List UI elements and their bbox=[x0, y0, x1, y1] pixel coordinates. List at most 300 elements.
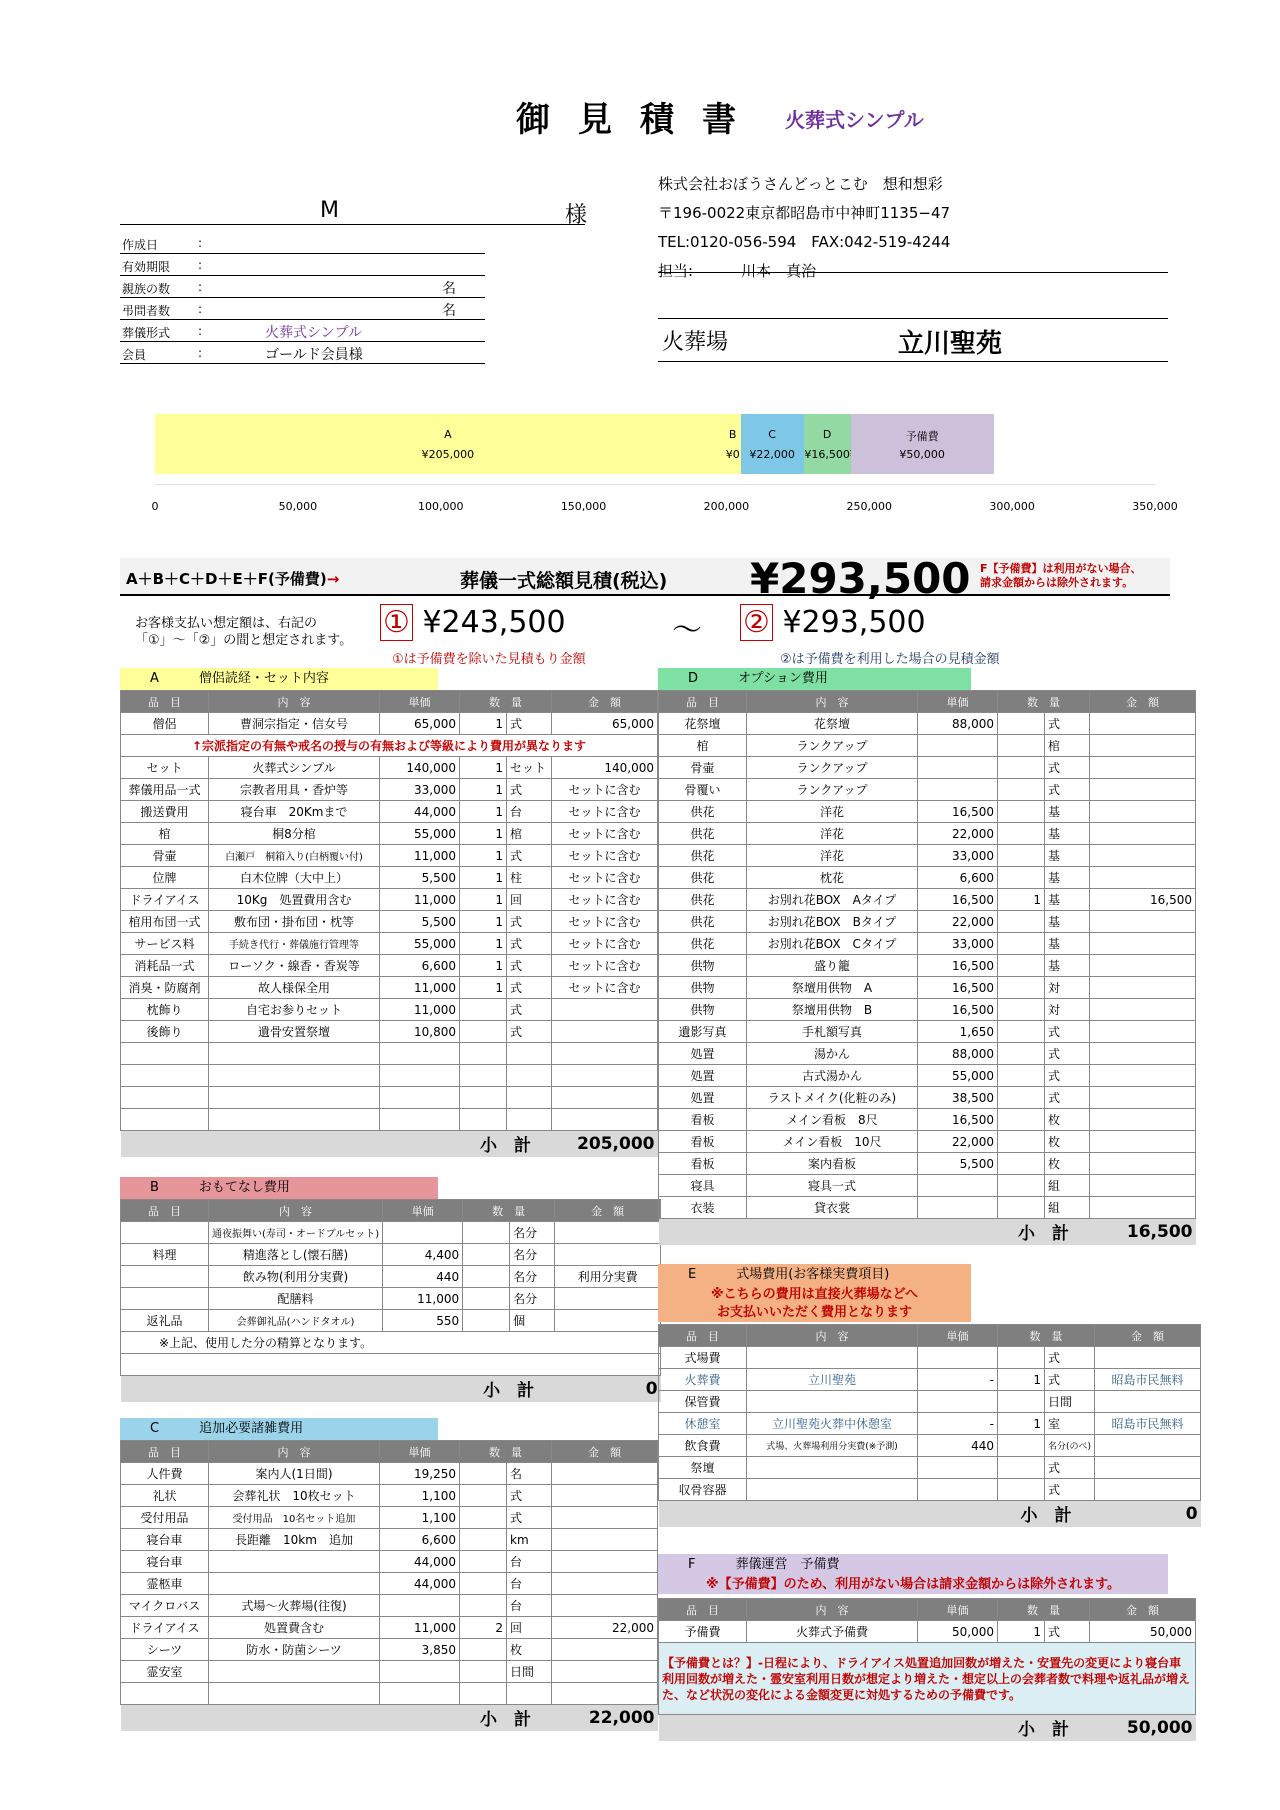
price-cell: 55,000 bbox=[380, 933, 460, 955]
chart-bar-予備費 bbox=[851, 414, 994, 474]
content-cell: 火葬式予備費 bbox=[747, 1621, 918, 1643]
price-cell: 44,000 bbox=[380, 1573, 460, 1595]
item-cell: 葬儀用品一式 bbox=[121, 779, 209, 801]
amount-cell bbox=[1090, 801, 1196, 823]
content-cell: 寝具一式 bbox=[747, 1175, 918, 1197]
content-cell: 飲み物(利用分実費) bbox=[209, 1266, 383, 1288]
company-name: 株式会社おぼうさんどっとこむ 想和想彩 bbox=[658, 175, 943, 193]
qty-cell bbox=[998, 757, 1045, 779]
table-row bbox=[121, 1661, 658, 1683]
item-cell: 供花 bbox=[659, 867, 747, 889]
unit-cell: 式 bbox=[1045, 1065, 1090, 1087]
unit-cell: 台 bbox=[507, 1595, 552, 1617]
company-address: 〒196-0022東京都昭島市中神町1135−47 bbox=[658, 204, 951, 222]
section-title: おもてなし費用 bbox=[198, 1180, 290, 1195]
price-cell: 440 bbox=[918, 1435, 998, 1457]
content-cell bbox=[747, 1479, 918, 1501]
chart-tick: 100,000 bbox=[417, 500, 464, 513]
range-v1: ¥243,500 bbox=[422, 605, 566, 640]
section-letter: A bbox=[150, 671, 159, 686]
price-cell: 550 bbox=[383, 1310, 463, 1332]
table-header bbox=[121, 1200, 661, 1222]
price-cell: 11,000 bbox=[380, 889, 460, 911]
column-header: 単価 bbox=[918, 1325, 998, 1347]
item-cell: 寝具 bbox=[659, 1175, 747, 1197]
column-header: 内 容 bbox=[209, 1441, 380, 1463]
column-header: 品 目 bbox=[121, 691, 209, 713]
content-cell: 通夜振舞い(寿司・オードブルセット) bbox=[209, 1222, 383, 1244]
item-cell: 寝台車 bbox=[121, 1551, 209, 1573]
item-cell: 花祭壇 bbox=[659, 713, 747, 735]
section-note-row bbox=[121, 1332, 661, 1354]
item-cell: 供花 bbox=[659, 845, 747, 867]
chart-tick: 150,000 bbox=[560, 500, 607, 513]
qty-cell bbox=[463, 1310, 510, 1332]
info-label: 会員 bbox=[122, 348, 147, 362]
table-row bbox=[121, 1310, 661, 1332]
qty-cell bbox=[460, 1043, 507, 1065]
chart-tick: 50,000 bbox=[278, 500, 318, 513]
item-cell: 供花 bbox=[659, 911, 747, 933]
section-table bbox=[120, 690, 658, 1157]
amount-cell: セットに含む bbox=[552, 977, 658, 999]
qty-cell bbox=[998, 1197, 1045, 1219]
content-cell: 処置費含む bbox=[209, 1617, 380, 1639]
price-cell: 6,600 bbox=[918, 867, 998, 889]
unit-cell: 名 bbox=[507, 1463, 552, 1485]
item-cell: 霊安室 bbox=[121, 1661, 209, 1683]
table-row bbox=[121, 1617, 658, 1639]
column-header: 金 額 bbox=[1090, 1599, 1196, 1621]
unit-cell bbox=[507, 1087, 552, 1109]
subtotal-value: 0 bbox=[1095, 1501, 1201, 1527]
column-header: 品 目 bbox=[659, 1599, 747, 1621]
unit-cell bbox=[507, 1043, 552, 1065]
unit-cell: 台 bbox=[507, 1573, 552, 1595]
info-colon: : bbox=[198, 258, 203, 272]
column-header: 数 量 bbox=[998, 1325, 1095, 1347]
table-row bbox=[121, 1288, 661, 1310]
unit-cell: 式 bbox=[507, 1507, 552, 1529]
section-letter: D bbox=[688, 671, 699, 686]
price-cell: 33,000 bbox=[918, 845, 998, 867]
qty-cell bbox=[998, 823, 1045, 845]
amount-cell bbox=[1090, 867, 1196, 889]
content-cell: お別れ花BOX Bタイプ bbox=[747, 911, 918, 933]
amount-cell: セットに含む bbox=[552, 955, 658, 977]
table-row bbox=[121, 1065, 658, 1087]
content-cell bbox=[209, 1043, 380, 1065]
content-cell: 長距離 10km 追加 bbox=[209, 1529, 380, 1551]
amount-cell bbox=[1095, 1479, 1201, 1501]
price-cell: 33,000 bbox=[380, 779, 460, 801]
price-cell: 16,500 bbox=[918, 955, 998, 977]
table-row bbox=[659, 1391, 1201, 1413]
amount-cell bbox=[1090, 1109, 1196, 1131]
column-header: 品 目 bbox=[659, 691, 747, 713]
column-header: 金 額 bbox=[1095, 1325, 1201, 1347]
content-cell: 祭壇用供物 B bbox=[747, 999, 918, 1021]
crematorium-label: 火葬場 bbox=[662, 330, 729, 355]
info-unit: 名 bbox=[442, 281, 456, 297]
info-colon: : bbox=[198, 346, 203, 360]
unit-cell: 対 bbox=[1045, 999, 1090, 1021]
table-row bbox=[659, 1109, 1196, 1131]
qty-cell: 1 bbox=[460, 977, 507, 999]
column-header: 単価 bbox=[918, 1599, 998, 1621]
qty-cell bbox=[998, 1347, 1045, 1369]
content-cell: 手続き代行・葬儀施行管理等 bbox=[209, 933, 380, 955]
table-row bbox=[659, 1087, 1196, 1109]
qty-cell bbox=[460, 1595, 507, 1617]
qty-cell bbox=[460, 1463, 507, 1485]
qty-cell bbox=[998, 1391, 1045, 1413]
table-row bbox=[121, 1109, 658, 1131]
info-colon: : bbox=[198, 236, 203, 250]
table-row bbox=[121, 845, 658, 867]
subtotal-row bbox=[121, 1376, 661, 1402]
item-cell: 位牌 bbox=[121, 867, 209, 889]
unit-cell: 式 bbox=[507, 977, 552, 999]
table-row bbox=[121, 1244, 661, 1266]
subtotal-value: 22,000 bbox=[552, 1705, 658, 1731]
customer-name: M bbox=[320, 198, 339, 223]
subtotal-row bbox=[121, 1705, 658, 1731]
item-cell: ドライアイス bbox=[121, 889, 209, 911]
info-value: ゴールド会員様 bbox=[265, 347, 363, 363]
table-row bbox=[659, 1347, 1201, 1369]
table-row bbox=[121, 779, 658, 801]
item-cell: 保管費 bbox=[659, 1391, 747, 1413]
table-row bbox=[121, 1087, 658, 1109]
range-max bbox=[740, 605, 926, 640]
price-cell bbox=[380, 1043, 460, 1065]
section-warning bbox=[658, 1286, 971, 1322]
content-cell bbox=[209, 1573, 380, 1595]
range-note-1: ①は予備費を除いた見積もり金額 bbox=[392, 652, 586, 667]
chart-bar-value: ¥22,000 bbox=[749, 448, 795, 461]
content-cell: 白木位牌（大中上） bbox=[209, 867, 380, 889]
item-cell: 火葬費 bbox=[659, 1369, 747, 1391]
qty-cell: 1 bbox=[460, 779, 507, 801]
amount-cell: 16,500 bbox=[1090, 889, 1196, 911]
qty-cell bbox=[460, 1661, 507, 1683]
info-unit: 名 bbox=[442, 303, 456, 319]
item-cell: 供花 bbox=[659, 889, 747, 911]
company-tel: TEL:0120-056-594 FAX:042-519-4244 bbox=[658, 233, 951, 251]
item-cell: 供物 bbox=[659, 999, 747, 1021]
section-table bbox=[658, 1324, 1201, 1527]
price-cell bbox=[380, 1109, 460, 1131]
price-cell: 44,000 bbox=[380, 1551, 460, 1573]
column-header: 単価 bbox=[383, 1200, 463, 1222]
qty-cell bbox=[998, 999, 1045, 1021]
qty-cell: 1 bbox=[460, 757, 507, 779]
section-header bbox=[658, 1264, 971, 1286]
item-cell bbox=[121, 1288, 209, 1310]
unit-cell: 対 bbox=[1045, 977, 1090, 999]
amount-cell bbox=[552, 1683, 658, 1705]
table-row bbox=[659, 757, 1196, 779]
item-cell: 骨壷 bbox=[121, 845, 209, 867]
item-cell bbox=[121, 1222, 209, 1244]
item-cell: 枕飾り bbox=[121, 999, 209, 1021]
price-cell bbox=[380, 1661, 460, 1683]
info-label: 葬儀形式 bbox=[122, 326, 171, 340]
content-cell: 受付用品 10名セット追加 bbox=[209, 1507, 380, 1529]
price-cell: 440 bbox=[383, 1266, 463, 1288]
qty-cell bbox=[998, 1457, 1045, 1479]
table-row bbox=[659, 845, 1196, 867]
qty-cell bbox=[998, 955, 1045, 977]
table-row bbox=[659, 1413, 1201, 1435]
table-row bbox=[121, 1595, 658, 1617]
content-cell: 白瀬戸 桐箱入り(白柄覆い付) bbox=[209, 845, 380, 867]
table-row bbox=[121, 955, 658, 977]
unit-cell: 棺 bbox=[1045, 735, 1090, 757]
table-header bbox=[659, 691, 1196, 713]
column-header: 単価 bbox=[380, 691, 460, 713]
unit-cell: 式 bbox=[1045, 757, 1090, 779]
qty-cell bbox=[998, 735, 1045, 757]
price-cell: 16,500 bbox=[918, 801, 998, 823]
content-cell: 洋花 bbox=[747, 801, 918, 823]
content-cell: 火葬式シンプル bbox=[209, 757, 380, 779]
table-row bbox=[659, 1197, 1196, 1219]
section-table bbox=[120, 1199, 661, 1402]
range-tilde: ～ bbox=[672, 613, 702, 648]
amount-cell bbox=[1095, 1391, 1201, 1413]
unit-cell: 式 bbox=[1045, 1021, 1090, 1043]
table-row bbox=[659, 1131, 1196, 1153]
subtotal-label: 小 計 bbox=[460, 1705, 552, 1731]
range-n1: ① bbox=[380, 604, 413, 641]
subtotal-row bbox=[659, 1501, 1201, 1527]
unit-cell: 枚 bbox=[1045, 1131, 1090, 1153]
amount-cell bbox=[552, 1485, 658, 1507]
item-cell: 骨壷 bbox=[659, 757, 747, 779]
item-cell: 処置 bbox=[659, 1043, 747, 1065]
subtotal-value: 0 bbox=[555, 1376, 661, 1402]
info-row bbox=[120, 276, 485, 298]
price-cell: 22,000 bbox=[918, 823, 998, 845]
amount-cell bbox=[1090, 933, 1196, 955]
column-header: 数 量 bbox=[463, 1200, 555, 1222]
range-n2: ② bbox=[740, 604, 773, 641]
price-cell: 33,000 bbox=[918, 933, 998, 955]
content-cell: 遺骨安置祭壇 bbox=[209, 1021, 380, 1043]
qty-cell bbox=[460, 1507, 507, 1529]
qty-cell: 1 bbox=[460, 845, 507, 867]
price-cell bbox=[918, 1391, 998, 1413]
item-cell: サービス料 bbox=[121, 933, 209, 955]
price-cell: 11,000 bbox=[380, 1617, 460, 1639]
item-cell: 遺影写真 bbox=[659, 1021, 747, 1043]
qty-cell: 1 bbox=[998, 1621, 1045, 1643]
qty-cell bbox=[460, 1683, 507, 1705]
amount-cell bbox=[552, 1507, 658, 1529]
subtotal-value: 205,000 bbox=[552, 1131, 658, 1157]
table-row bbox=[121, 801, 658, 823]
item-cell: 祭壇 bbox=[659, 1457, 747, 1479]
table-row bbox=[659, 1065, 1196, 1087]
table-row bbox=[121, 1529, 658, 1551]
table-row bbox=[659, 955, 1196, 977]
price-cell: 88,000 bbox=[918, 713, 998, 735]
item-cell: 式場費 bbox=[659, 1347, 747, 1369]
unit-cell: 枚 bbox=[1045, 1109, 1090, 1131]
unit-cell: 式 bbox=[507, 713, 552, 735]
staff-label: 担当: bbox=[658, 262, 694, 280]
content-cell: 自宅お参りセット bbox=[209, 999, 380, 1021]
unit-cell: 基 bbox=[1045, 823, 1090, 845]
price-cell: 16,500 bbox=[918, 977, 998, 999]
info-colon: : bbox=[198, 280, 203, 294]
qty-cell: 2 bbox=[460, 1617, 507, 1639]
amount-cell bbox=[1090, 1065, 1196, 1087]
info-label: 作成日 bbox=[122, 238, 159, 252]
qty-cell: 1 bbox=[460, 867, 507, 889]
unit-cell: 柱 bbox=[507, 867, 552, 889]
section-letter: C bbox=[150, 1421, 160, 1436]
qty-cell bbox=[998, 1153, 1045, 1175]
section-letter: B bbox=[150, 1180, 159, 1195]
item-cell: 礼状 bbox=[121, 1485, 209, 1507]
section-letter: E bbox=[688, 1267, 697, 1282]
amount-cell bbox=[1090, 713, 1196, 735]
table-row bbox=[659, 713, 1196, 735]
qty-cell bbox=[460, 1573, 507, 1595]
item-cell: 収骨容器 bbox=[659, 1479, 747, 1501]
qty-cell bbox=[998, 1065, 1045, 1087]
column-header: 品 目 bbox=[659, 1325, 747, 1347]
price-cell: 38,500 bbox=[918, 1087, 998, 1109]
table-row bbox=[121, 1573, 658, 1595]
price-cell bbox=[918, 1457, 998, 1479]
content-cell: 花祭壇 bbox=[747, 713, 918, 735]
section-table bbox=[658, 690, 1196, 1245]
item-cell: 料理 bbox=[121, 1244, 209, 1266]
amount-cell bbox=[555, 1310, 661, 1332]
amount-cell: 昭島市民無料 bbox=[1095, 1413, 1201, 1435]
content-cell: 洋花 bbox=[747, 823, 918, 845]
item-cell: 棺 bbox=[121, 823, 209, 845]
table-row bbox=[121, 1507, 658, 1529]
content-cell bbox=[747, 1457, 918, 1479]
table-row bbox=[659, 867, 1196, 889]
info-label: 親族の数 bbox=[122, 282, 171, 296]
column-header: 品 目 bbox=[121, 1441, 209, 1463]
content-cell: ローソク・線香・香炭等 bbox=[209, 955, 380, 977]
price-cell: 16,500 bbox=[918, 889, 998, 911]
content-cell: 寝台車 20Kmまで bbox=[209, 801, 380, 823]
qty-cell bbox=[463, 1244, 510, 1266]
price-cell bbox=[918, 779, 998, 801]
chart-axis-ticks bbox=[151, 500, 1178, 514]
column-header: 金 額 bbox=[552, 1441, 658, 1463]
content-cell: 盛り籠 bbox=[747, 955, 918, 977]
content-cell: お別れ花BOX Aタイプ bbox=[747, 889, 918, 911]
unit-cell bbox=[507, 1065, 552, 1087]
item-cell: 衣装 bbox=[659, 1197, 747, 1219]
column-header: 品 目 bbox=[121, 1200, 209, 1222]
price-cell: 1,100 bbox=[380, 1507, 460, 1529]
content-cell: 祭壇用供物 A bbox=[747, 977, 918, 999]
unit-cell: 室 bbox=[1045, 1413, 1095, 1435]
chart-tick: 0 bbox=[151, 500, 159, 513]
qty-cell bbox=[998, 1435, 1045, 1457]
unit-cell: 台 bbox=[507, 1551, 552, 1573]
section-letter: F bbox=[688, 1557, 696, 1572]
qty-cell bbox=[998, 1175, 1045, 1197]
column-header: 数 量 bbox=[998, 1599, 1090, 1621]
item-cell bbox=[121, 1266, 209, 1288]
table-row bbox=[659, 1021, 1196, 1043]
amount-cell bbox=[1090, 757, 1196, 779]
table-row bbox=[121, 889, 658, 911]
content-cell: ランクアップ bbox=[747, 735, 918, 757]
amount-cell bbox=[552, 999, 658, 1021]
qty-cell: 1 bbox=[460, 823, 507, 845]
staff-name: 川本 真治 bbox=[741, 262, 817, 280]
content-cell: 桐8分棺 bbox=[209, 823, 380, 845]
unit-cell: 日間 bbox=[1045, 1391, 1095, 1413]
column-header: 数 量 bbox=[998, 691, 1090, 713]
qty-cell: 1 bbox=[460, 911, 507, 933]
item-cell bbox=[121, 1109, 209, 1131]
item-cell bbox=[121, 1087, 209, 1109]
range-desc-1: お客様支払い想定額は、右記の bbox=[135, 616, 318, 631]
table-row bbox=[659, 1435, 1201, 1457]
content-cell bbox=[209, 1683, 380, 1705]
unit-cell: 棺 bbox=[507, 823, 552, 845]
content-cell bbox=[209, 1065, 380, 1087]
price-cell: 22,000 bbox=[918, 911, 998, 933]
table-row bbox=[659, 779, 1196, 801]
unit-cell: 基 bbox=[1045, 867, 1090, 889]
content-cell: メイン看板 10尺 bbox=[747, 1131, 918, 1153]
unit-cell: 名分 bbox=[510, 1288, 555, 1310]
info-row bbox=[120, 232, 485, 254]
column-header: 数 量 bbox=[460, 691, 552, 713]
qty-cell: 1 bbox=[460, 713, 507, 735]
content-cell: メイン看板 8尺 bbox=[747, 1109, 918, 1131]
qty-cell bbox=[463, 1266, 510, 1288]
qty-cell bbox=[998, 977, 1045, 999]
amount-cell bbox=[1090, 1197, 1196, 1219]
item-cell: 骨覆い bbox=[659, 779, 747, 801]
plan-subtitle: 火葬式シンプル bbox=[785, 108, 924, 132]
unit-cell: 個 bbox=[510, 1310, 555, 1332]
amount-cell bbox=[1090, 999, 1196, 1021]
price-cell: 3,850 bbox=[380, 1639, 460, 1661]
warning-line: ※こちらの費用は直接火葬場などへ bbox=[710, 1287, 919, 1302]
subtotal-label: 小 計 bbox=[998, 1501, 1095, 1527]
amount-cell bbox=[552, 1463, 658, 1485]
column-header: 金 額 bbox=[552, 691, 658, 713]
qty-cell bbox=[463, 1222, 510, 1244]
qty-cell bbox=[998, 1109, 1045, 1131]
range-desc bbox=[135, 615, 352, 649]
unit-cell: 日間 bbox=[507, 1661, 552, 1683]
price-cell: 22,000 bbox=[918, 1131, 998, 1153]
subtotal-label: 小 計 bbox=[463, 1376, 555, 1402]
table-row bbox=[121, 823, 658, 845]
price-cell: 65,000 bbox=[380, 713, 460, 735]
item-cell: 供物 bbox=[659, 955, 747, 977]
amount-cell bbox=[552, 1595, 658, 1617]
unit-cell bbox=[507, 1683, 552, 1705]
